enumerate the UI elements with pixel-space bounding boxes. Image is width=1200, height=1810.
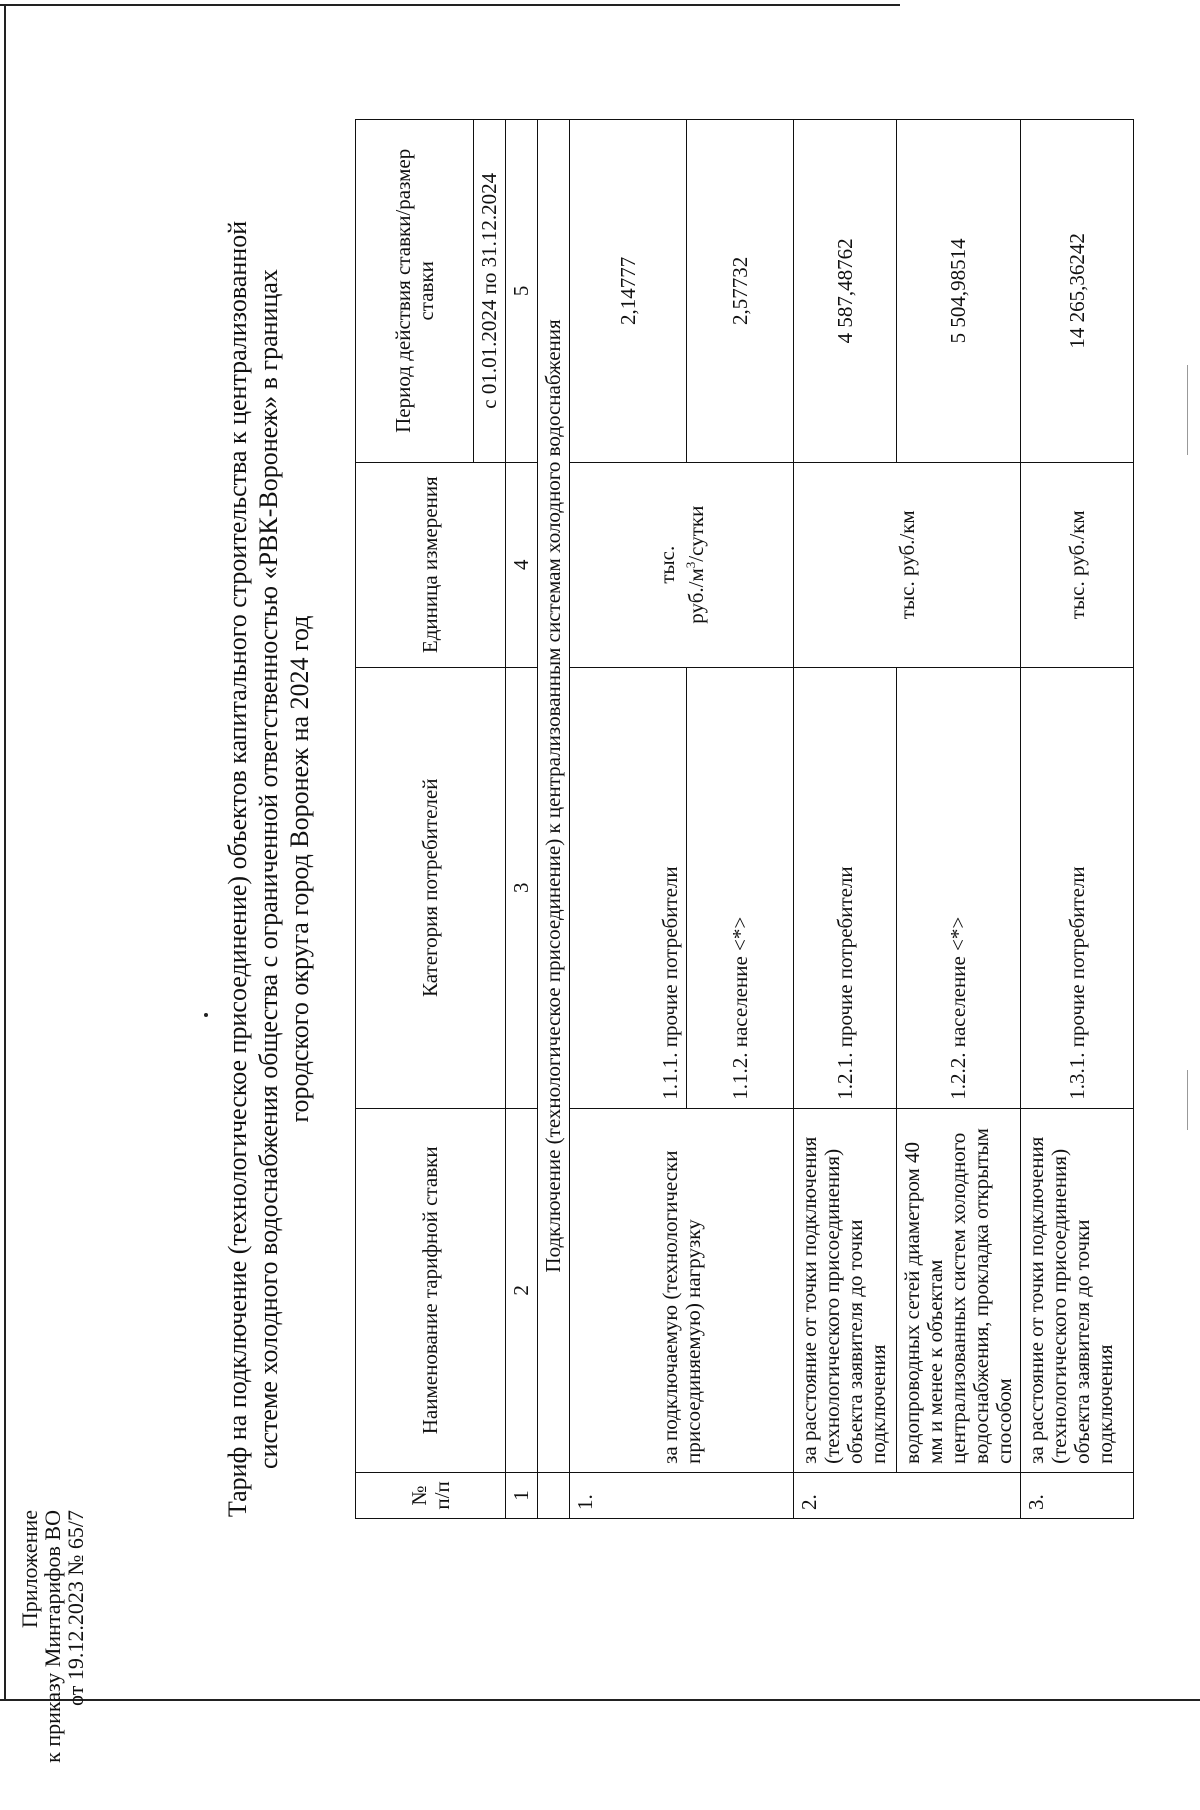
row-value: 4 587,48762 <box>794 120 897 463</box>
row-name-part-b: водопроводных сетей диаметром 40 мм и менее к объектам централизованных систем холодного водоснабжения, прокладка открытым способом <box>897 1108 1021 1472</box>
row-num: 2. <box>794 1472 1021 1518</box>
col-number: 3 <box>506 667 538 1108</box>
col-number: 5 <box>506 120 538 463</box>
row-value: 5 504,98514 <box>897 120 1021 463</box>
document-title <box>222 179 315 1559</box>
title-line-2: системе холодного водоснабжения общества с ограниченной ответственностью «РВК-Воронеж» в границах <box>254 269 283 1469</box>
row-unit: тыс. руб./км <box>794 462 1021 667</box>
header-period-range: с 01.01.2024 по 31.12.2024 <box>474 120 506 463</box>
header-category: Категория потребителей <box>356 667 506 1108</box>
row-category: 1.1.2. население <*> <box>687 667 794 1108</box>
header-name: Наименование тарифной ставки <box>356 1108 506 1472</box>
section-spacer <box>538 1472 570 1518</box>
appendix-line-3: от 19.12.2023 № 65/7 <box>63 1510 88 1706</box>
row-unit: тыс. руб./км <box>1021 462 1134 667</box>
unit-prefix: тыс. <box>654 545 679 584</box>
table-row <box>897 120 1021 1519</box>
column-number-row <box>506 120 538 1519</box>
appendix-line-1: Приложение <box>17 1510 42 1629</box>
col-number: 4 <box>506 462 538 667</box>
header-period: Период действия ставки/размер ставки <box>356 120 474 463</box>
table-row <box>570 120 687 1519</box>
row-value: 2,57732 <box>687 120 794 463</box>
appendix-block <box>18 1510 87 1810</box>
row-category: 1.1.1. прочие потребители <box>570 667 687 1108</box>
row-category: 1.2.1. прочие потребители <box>794 667 897 1108</box>
row-category: 1.3.1. прочие потребители <box>1021 667 1134 1108</box>
header-unit: Единица измерения <box>356 462 506 667</box>
table-row <box>1021 120 1134 1519</box>
section-title: Подключение (технологическое присоединение) к централизованным системам холодного водоснабжения <box>538 120 570 1473</box>
unit-suffix: /сутки <box>683 505 708 562</box>
col-number: 1 <box>506 1472 538 1518</box>
row-name: за подключаемую (технологически присоединяемую) нагрузку <box>570 1108 794 1472</box>
title-line-1: Тариф на подключение (технологическое присоединение) объектов капитального строительства к централизованной <box>223 220 252 1518</box>
unit-main: руб./м <box>683 568 708 624</box>
tariff-table <box>355 119 1134 1519</box>
unit-superscript: 3 <box>682 561 698 569</box>
row-name: за расстояние от точки подключения (технологического присоединения) объекта заявителя до точки подключения <box>1021 1108 1134 1472</box>
row-num: 1. <box>570 1472 794 1518</box>
header-num: № п/п <box>356 1472 506 1518</box>
table-row <box>794 120 897 1519</box>
row-category: 1.2.2. население <*> <box>897 667 1021 1108</box>
row-value: 2,14777 <box>570 120 687 463</box>
row-value: 14 265,36242 <box>1021 120 1134 463</box>
appendix-line-2: к приказу Минтарифов ВО <box>40 1510 65 1763</box>
row-name-part-a: за расстояние от точки подключения (технологического присоединения) объекта заявителя до точки подключения <box>794 1108 897 1472</box>
title-line-3: городского округа город Воронеж на 2024 год <box>285 615 314 1123</box>
header-row <box>356 120 474 1519</box>
section-row <box>538 120 570 1519</box>
col-number: 2 <box>506 1108 538 1472</box>
row-unit <box>570 462 794 667</box>
row-num: 3. <box>1021 1472 1134 1518</box>
